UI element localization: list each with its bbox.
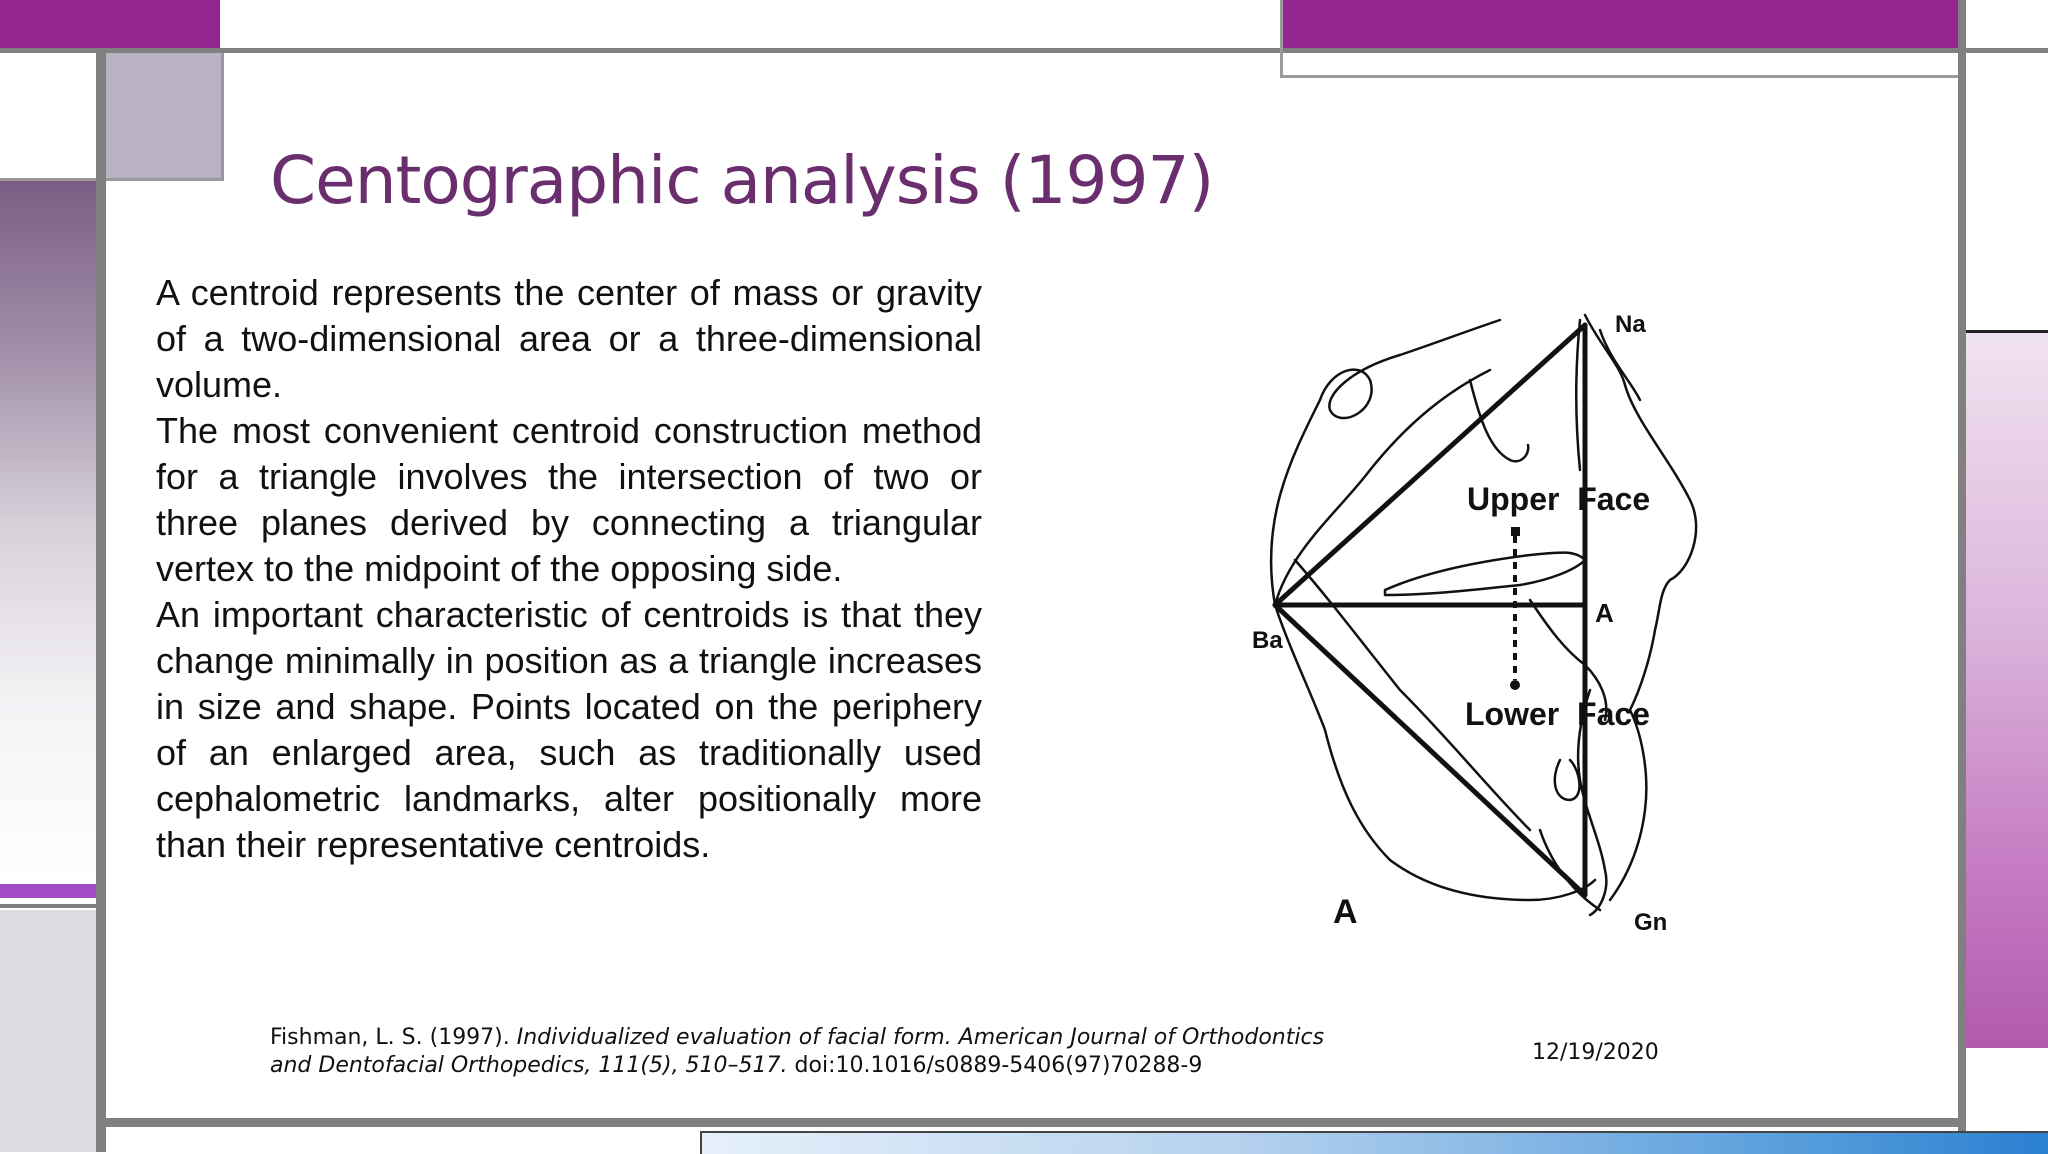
citation-title: Individualized evaluation of facial form. American Journal of Orthodontics and Dentofacial Orthopedics, 111(5), 510–517. xyxy=(270,1025,1325,1078)
decor-line-top xyxy=(0,48,2048,53)
label-na: Na xyxy=(1615,311,1646,338)
decor-line-top-right-vertical xyxy=(1280,0,1283,78)
label-gn: Gn xyxy=(1634,909,1668,936)
decor-strip-left-grey xyxy=(0,910,96,1152)
label-a-point: A xyxy=(1595,598,1614,628)
paragraph-centroid-definition: A centroid represents the center of mass or gravity of a two-dimensional area or a three-dimensional volume. xyxy=(156,272,982,405)
paragraph-construction-method: The most convenient centroid construction method for a triangle involves the intersection of two or three planes derived by connecting a triangular vertex to the midpoint of the opposing side. xyxy=(156,410,982,589)
decor-line-left-thin xyxy=(0,178,96,181)
centographic-diagram xyxy=(1230,270,1830,950)
decor-line-left-grey xyxy=(0,904,102,908)
label-upper-face: Upper Face xyxy=(1467,481,1651,517)
decor-bar-top-left xyxy=(0,0,220,50)
label-ba: Ba xyxy=(1252,627,1283,654)
decor-line-top-thin xyxy=(1280,75,1960,78)
decor-line-bottom xyxy=(96,1118,1966,1127)
label-lower-face: Lower Face xyxy=(1465,696,1650,732)
slide-title: Centographic analysis (1997) xyxy=(270,142,1214,219)
decor-square-lavender xyxy=(106,53,224,181)
decor-bar-top-right xyxy=(1281,0,1959,50)
decor-bar-bottom-blue xyxy=(700,1131,2048,1154)
body-text xyxy=(156,270,982,868)
citation-doi: doi:10.1016/s0889-5406(97)70288-9 xyxy=(787,1053,1203,1078)
citation-authors: Fishman, L. S. (1997). xyxy=(270,1025,517,1050)
decor-strip-left-gradient xyxy=(0,178,96,878)
paragraph-characteristic: An important characteristic of centroids is that they change minimally in position as a triangle increases in size and shape. Points located on the periphery of an enlarged area, such as traditionally used cephalometric landmarks, alter positionally more than their representative centroids. xyxy=(156,594,982,865)
label-panel-a: A xyxy=(1333,893,1358,931)
decor-line-left xyxy=(96,50,106,1152)
skull-outline xyxy=(1271,315,1696,915)
centroid-connector xyxy=(1510,527,1520,690)
citation xyxy=(270,1024,1330,1080)
decor-line-right xyxy=(1958,0,1966,1152)
slide-date: 12/19/2020 xyxy=(1532,1040,1659,1065)
decor-strip-right-gradient xyxy=(1966,333,2048,1048)
decor-strip-left-purple xyxy=(0,884,102,898)
